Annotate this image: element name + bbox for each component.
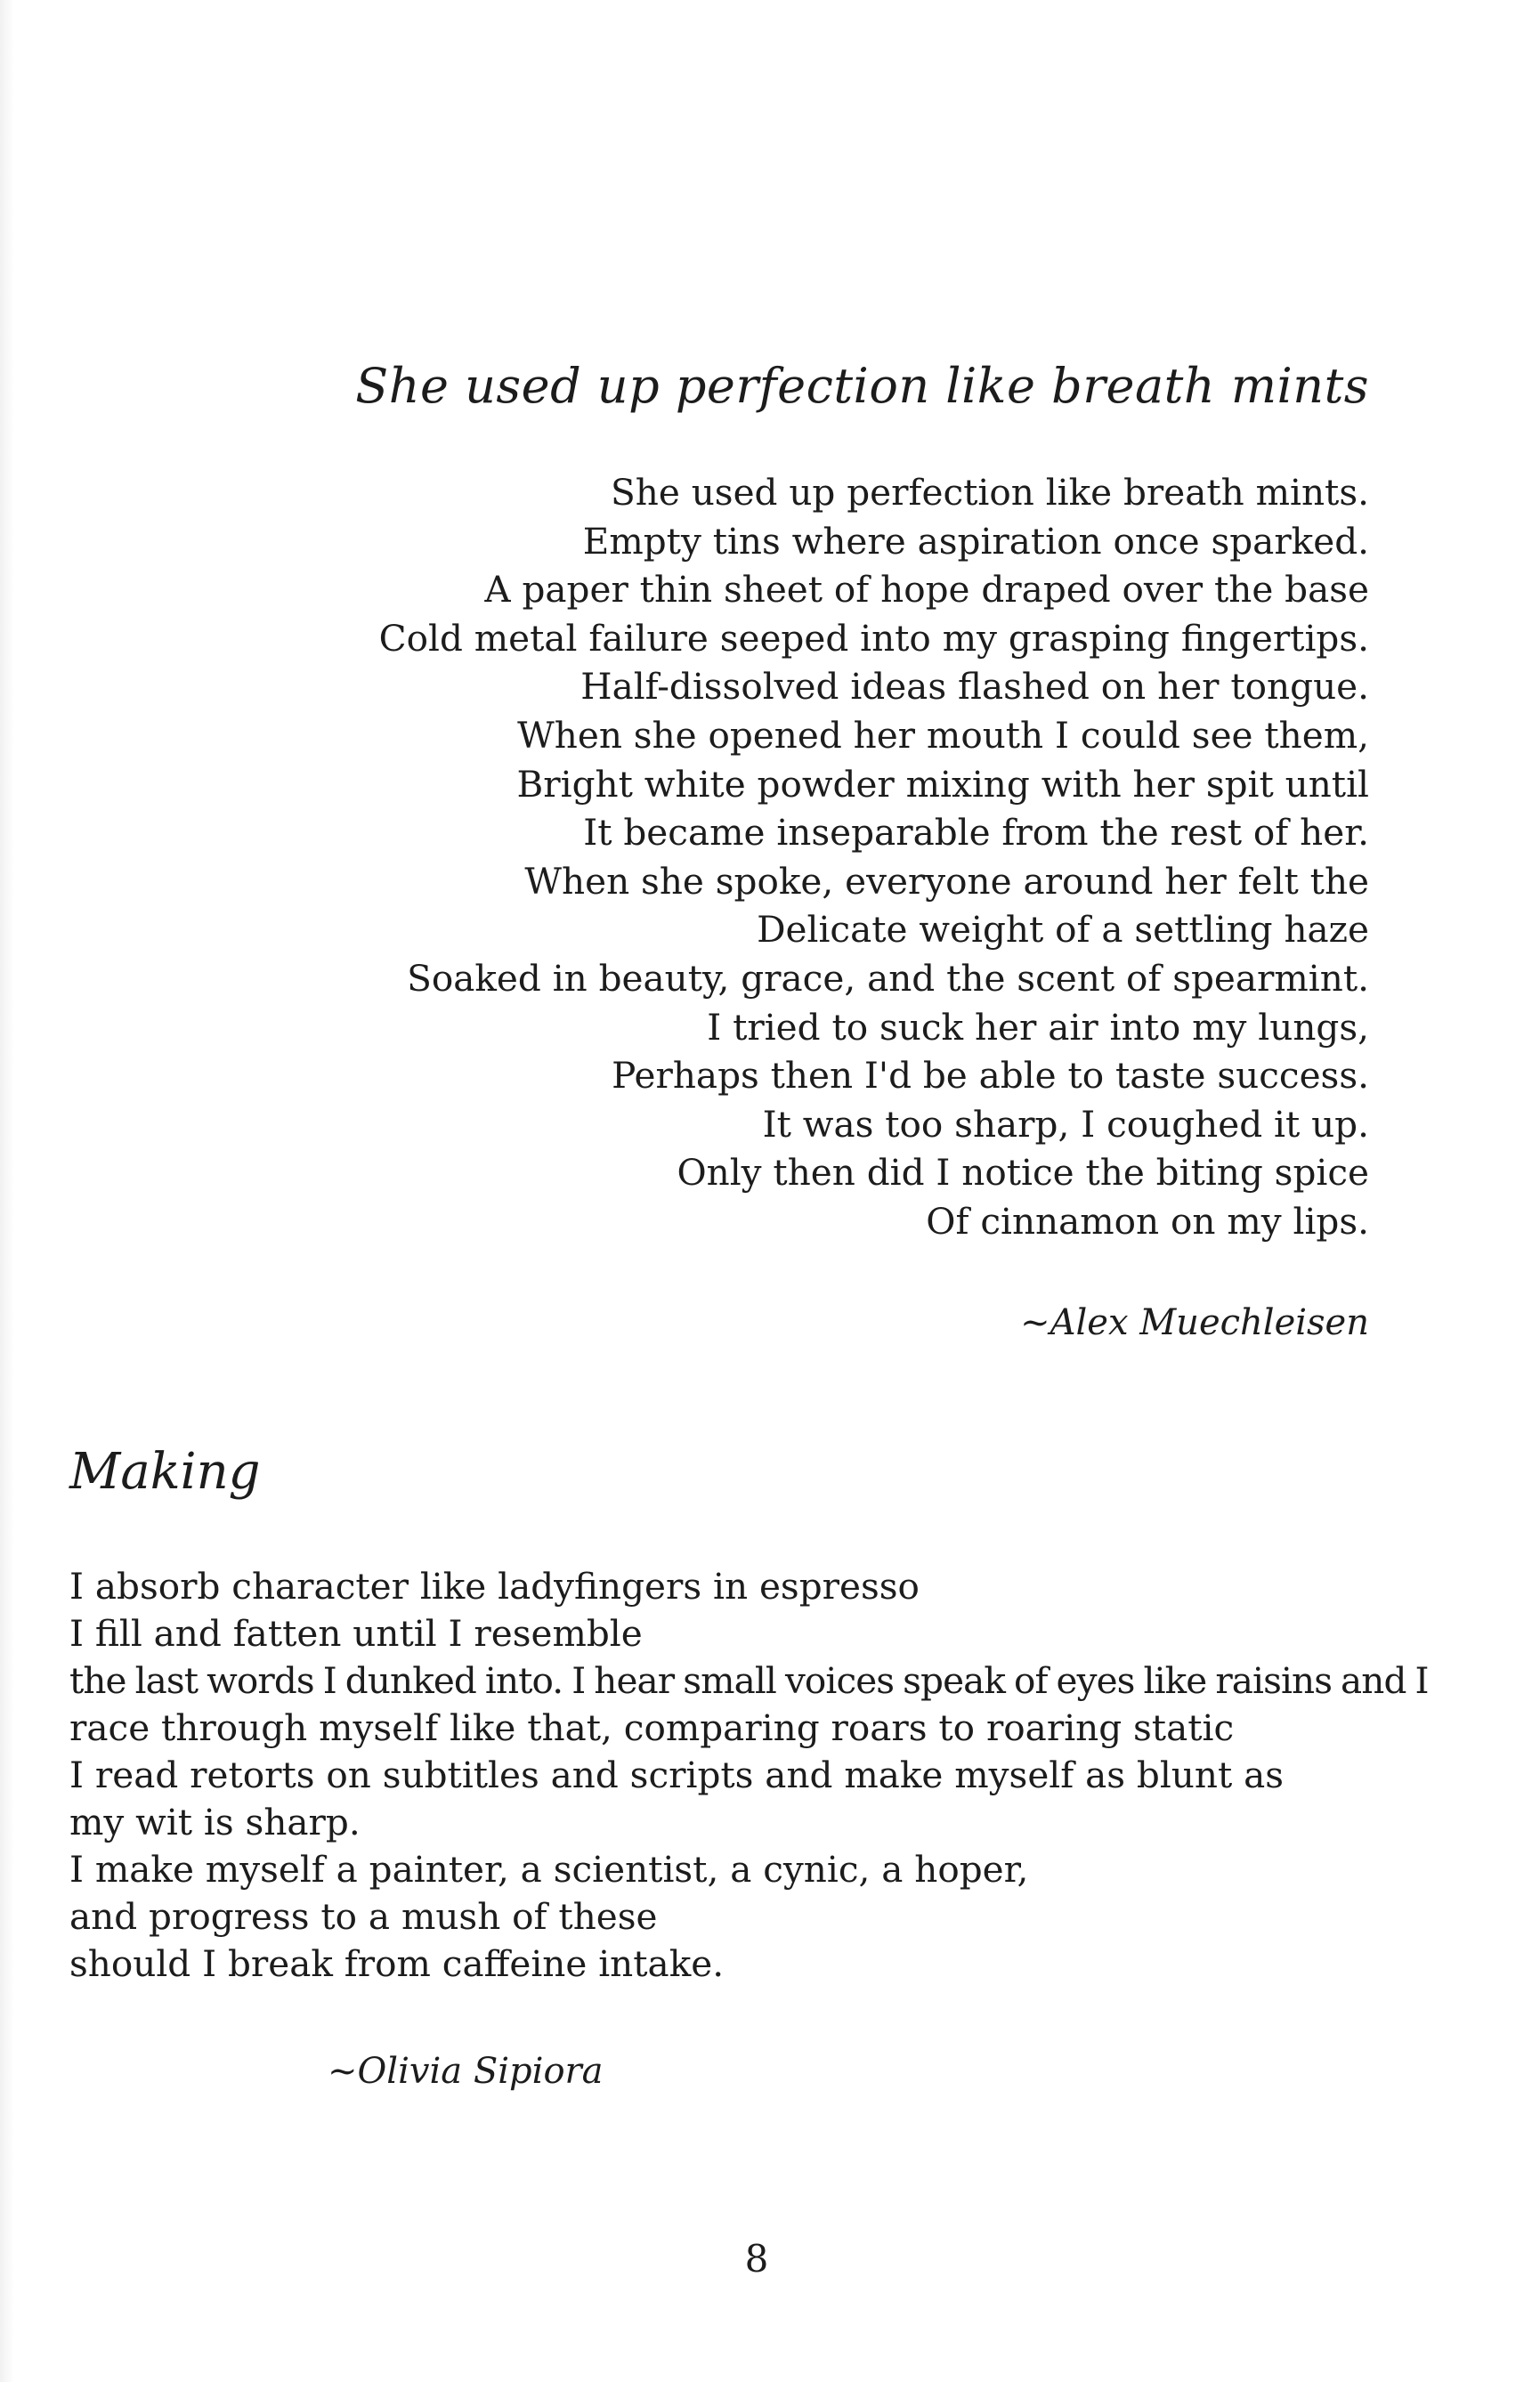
page-number: 8 bbox=[744, 2237, 769, 2281]
poem-line: I read retorts on subtitles and scripts and make myself as blunt as bbox=[69, 1754, 1285, 1796]
page-edge-shadow bbox=[0, 0, 14, 2382]
poem-line: She used up perfection like breath mints. bbox=[611, 471, 1369, 514]
poem-line: I fill and fatten until I resemble bbox=[69, 1612, 643, 1655]
poem-line: When she opened her mouth I could see them, bbox=[517, 713, 1369, 757]
poem-line: I absorb character like ladyfingers in espresso bbox=[69, 1565, 920, 1608]
poem-making bbox=[69, 1440, 1458, 2096]
poem-line: A paper thin sheet of hope draped over the base bbox=[484, 568, 1369, 612]
poem-title: Making bbox=[69, 1443, 261, 1501]
poem-line: Cold metal failure seeped into my grasping fingertips. bbox=[378, 616, 1369, 660]
poem-line: Of cinnamon on my lips. bbox=[926, 1199, 1369, 1243]
poem-author: ~Olivia Sipiora bbox=[328, 2051, 604, 2092]
poem-line: I make myself a painter, a scientist, a cynic, a hoper, bbox=[69, 1848, 1029, 1891]
poem-body bbox=[338, 468, 1369, 1246]
poem-line: When she spoke, everyone around her felt the bbox=[524, 859, 1369, 903]
poem-line: Empty tins where aspiration once sparked. bbox=[582, 519, 1369, 563]
poem-line: Bright white powder mixing with her spit until bbox=[516, 762, 1369, 806]
poem-line: It became inseparable from the rest of her. bbox=[583, 811, 1369, 855]
poem-she-used-up-perfection bbox=[338, 354, 1369, 1348]
poem-line: I tried to suck her air into my lungs, bbox=[707, 1005, 1369, 1049]
poem-line: race through myself like that, comparing roars to roaring static bbox=[69, 1706, 1235, 1749]
poem-line: Soaked in beauty, grace, and the scent of spearmint. bbox=[407, 956, 1369, 1000]
poem-body bbox=[69, 1563, 1458, 1988]
poem-line: Only then did I notice the biting spice bbox=[677, 1151, 1369, 1195]
poem-line: should I break from caffeine intake. bbox=[69, 1942, 725, 1985]
poem-line: Delicate weight of a settling haze bbox=[757, 908, 1369, 952]
poem-line: my wit is sharp. bbox=[69, 1801, 361, 1843]
poem-line: It was too sharp, I coughed it up. bbox=[762, 1102, 1369, 1146]
poem-title: She used up perfection like breath mints bbox=[355, 358, 1369, 414]
poem-line: and progress to a mush of these bbox=[69, 1895, 658, 1938]
poem-line: Half-dissolved ideas flashed on her tongue. bbox=[580, 665, 1369, 709]
poem-line: Perhaps then I'd be able to taste success. bbox=[612, 1054, 1369, 1098]
poem-line: the last words I dunked into. I hear small voices speak of eyes like raisins and I bbox=[69, 1659, 1429, 1702]
poem-author: ~Alex Muechleisen bbox=[1020, 1301, 1369, 1343]
